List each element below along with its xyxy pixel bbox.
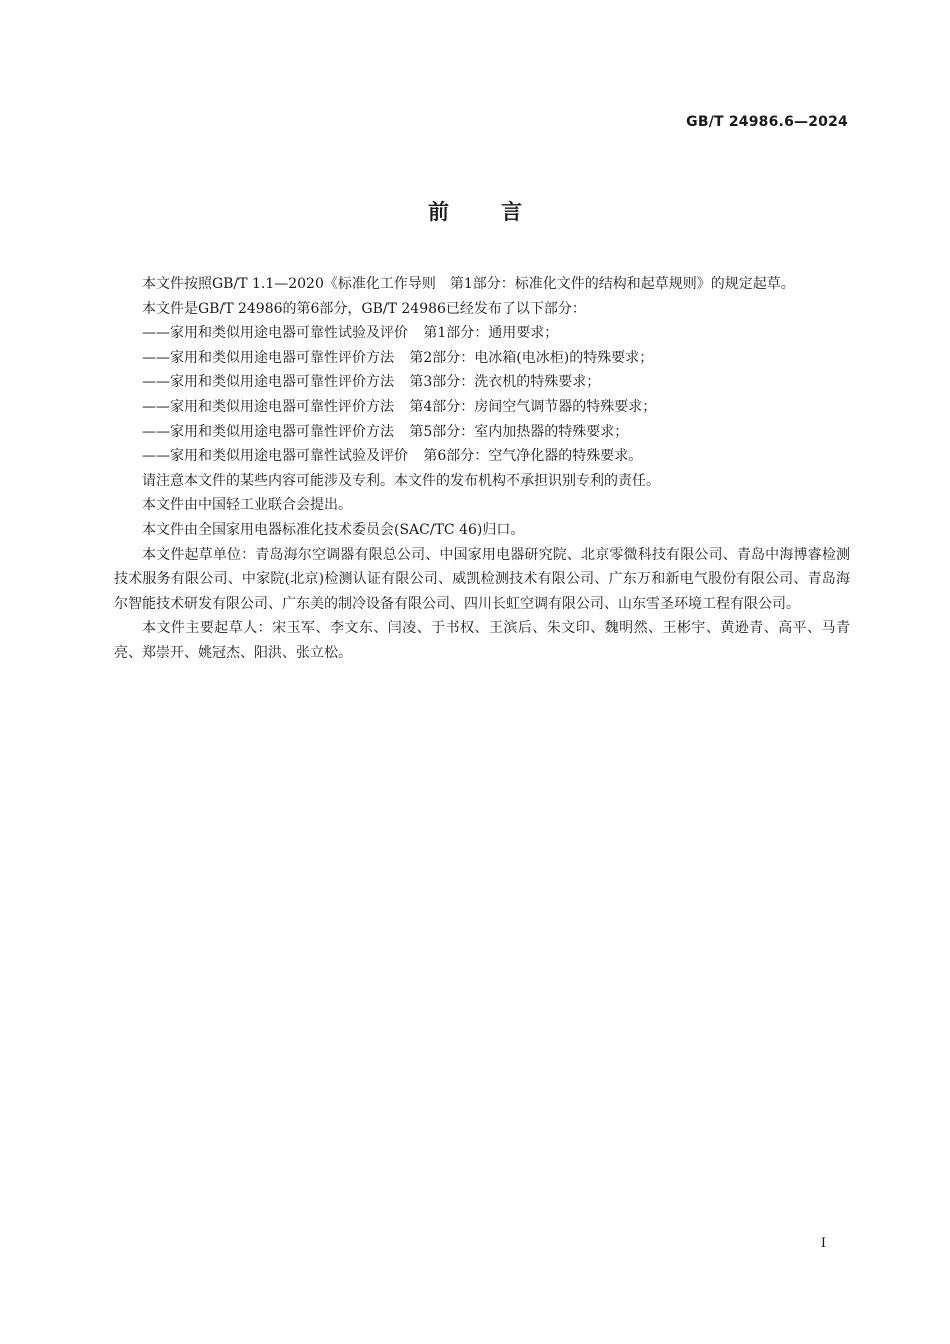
- part-series-title: ——家用和类似用途电器可靠性试验及评价: [142, 448, 408, 465]
- list-item: [114, 395, 850, 420]
- part-series-title: ——家用和类似用途电器可靠性试验及评价: [142, 325, 408, 342]
- part-series-title: ——家用和类似用途电器可靠性评价方法: [142, 349, 394, 366]
- paragraph-drafters: 本文件主要起草人：宋玉军、李文东、闫凌、于书权、王滨后、朱文印、魏明然、王彬宇、黄逊青、高平、马青亮、郑崇开、姚冠杰、阳洪、张立松。: [114, 620, 850, 661]
- paragraph-patent-notice: 请注意本文件的某些内容可能涉及专利。本文件的发布机构不承担识别专利的责任。: [142, 472, 660, 489]
- part-label: 第2部分：电冰箱(电冰柜)的特殊要求；: [409, 349, 654, 366]
- parts-list: [114, 321, 850, 469]
- standard-code: GB/T 24986.6—2024: [686, 114, 848, 130]
- part-series-title: ——家用和类似用途电器可靠性评价方法: [142, 398, 394, 415]
- list-item: [114, 444, 850, 469]
- page-title: 前言: [428, 200, 574, 224]
- paragraph-drafting-units: 本文件起草单位：青岛海尔空调器有限总公司、中国家用电器研究院、北京零微科技有限公司、青岛中海博睿检测技术服务有限公司、中家院(北京)检测认证有限公司、威凯检测技术有限公司、广东万和新电气股份有限公司、青岛海尔智能技术研发有限公司、广东美的制冷设备有限公司、四川长虹空调有限公司、山东雪圣环境工程有限公司。: [114, 546, 850, 612]
- part-label: 第1部分：通用要求；: [423, 325, 559, 342]
- paragraph-proposer: 本文件由中国轻工业联合会提出。: [142, 497, 352, 514]
- part-label: 第6部分：空气净化器的特殊要求。: [423, 448, 643, 465]
- part-series-title: ——家用和类似用途电器可靠性评价方法: [142, 374, 394, 391]
- page-number: I: [820, 1236, 826, 1251]
- list-item: [114, 321, 850, 346]
- part-label: 第5部分：室内加热器的特殊要求；: [409, 423, 629, 440]
- foreword-body: [114, 272, 850, 666]
- part-label: 第3部分：洗衣机的特殊要求；: [409, 374, 601, 391]
- list-item: [114, 370, 850, 395]
- part-label: 第4部分：房间空气调节器的特殊要求；: [409, 398, 657, 415]
- part-series-title: ——家用和类似用途电器可靠性评价方法: [142, 423, 394, 440]
- paragraph-series-info: 本文件是GB/T 24986的第6部分，GB/T 24986已经发布了以下部分：: [142, 300, 586, 317]
- list-item: [114, 346, 850, 371]
- paragraph-drafting-basis: 本文件按照GB/T 1.1—2020《标准化工作导则 第1部分：标准化文件的结构和起草规则》的规定起草。: [142, 276, 795, 292]
- list-item: [114, 420, 850, 445]
- paragraph-administrator: 本文件由全国家用电器标准化技术委员会(SAC/TC 46)归口。: [142, 521, 525, 538]
